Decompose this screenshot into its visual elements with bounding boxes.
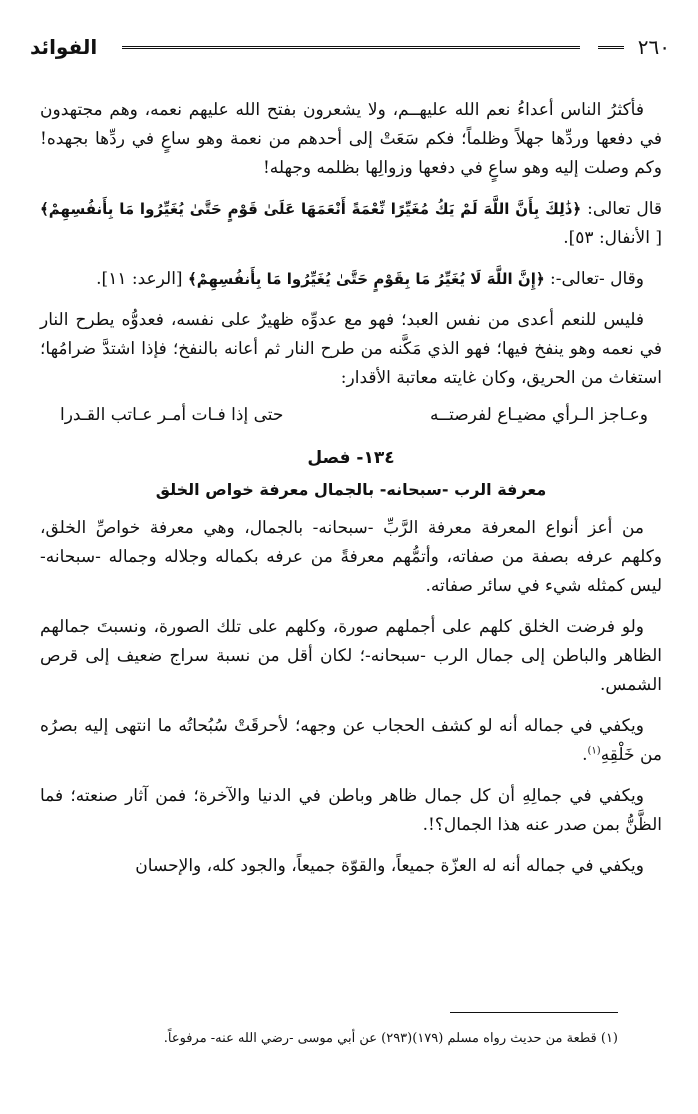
paragraph-end: . <box>582 745 588 765</box>
paragraph: ويكفي في جمالِهِ أن كل جمال ظاهر وباطن في الدنيا والآخرة؛ فمن آثار صنعته؛ فما الظَّنُّ بمن صدر عنه هذا الجمال؟!. <box>40 786 662 835</box>
running-header <box>30 34 670 64</box>
section-heading: ١٣٤- فصل <box>307 448 395 468</box>
quran-quote-anfal <box>40 195 662 253</box>
quran-quote-rad <box>40 265 662 294</box>
footnote-separator <box>450 1012 618 1013</box>
poetry-verse <box>40 401 662 430</box>
paragraph-with-footnote <box>40 712 662 770</box>
second-hemistich: حتى إذا فـات أمـر عـاتب القـدرا <box>60 405 284 425</box>
verse-reference: [الرعد: ١١]. <box>96 269 188 289</box>
paragraph: فليس للنعم أعدى من نفس العبد؛ فهو مع عدوِّه ظهيرٌ على نفسه، فعدوُّه يطرح النار في نعمه وهو ينفخ فيها؛ فهو الذي مَكَّنه من طرح النار ثم أعانه بالنفخ؛ فإذا اشتدَّ ضرامُها؛ استغاث من الحريق، وكان غايته معاتبة الأقدار: <box>40 310 662 388</box>
paragraph: فأكثرُ الناس أعداءُ نعم الله عليهــم، ولا يشعرون بفتح الله عليهم نعمه، وهم مجتهدون في دفعها وردِّها جهلاً وظلماً؛ فكم سَعَتْ إلى أحدهم من نعمة وهو ساعٍ في ردِّها بجهده! وكم وصلت إليه وهو ساعٍ في دفعها وزوالِها بظلمه وجهله! <box>40 100 662 178</box>
page-body <box>40 96 662 893</box>
header-rule <box>122 46 580 52</box>
verse-reference: [ الأنفال: ٥٣]. <box>563 228 662 248</box>
section-subheading: معرفة الرب -سبحانه- بالجمال معرفة خواص الخلق <box>155 480 547 499</box>
footnote: (١) قطعة من حديث رواه مسلم (١٧٩)(٢٩٣) عن أبي موسى -رضي الله عنه- مرفوعاً. <box>163 1031 618 1046</box>
quote-prefix: وقال -تعالى-: <box>544 269 644 289</box>
quran-verse: ﴿إِنَّ اللَّهَ لَا يُغَيِّرُ مَا بِقَوْمٍ حَتَّىٰ يُغَيِّرُوا مَا بِأَنفُسِهِمْ﴾ <box>187 270 545 288</box>
paragraph: من أعز أنواع المعرفة معرفة الرَّبِّ -سبحانه- بالجمال، وهي معرفة خواصِّ الخلق، وكلهم عرفه بصفة من صفاته، وأتمُّهم معرفةً من عرفه بكماله وجلاله وجماله -سبحانه- ليس كمثله شيء في سائر صفاته. <box>40 518 662 596</box>
first-hemistich: وعـاجز الـرأي مضيـاع لفرصتــه <box>430 405 648 425</box>
quran-verse: ﴿ذَٰلِكَ بِأَنَّ اللَّهَ لَمْ يَكُ مُغَيِّرًا نِّعْمَةً أَنْعَمَهَا عَلَىٰ قَوْمٍ حَتَّىٰ يُغَيِّرُوا مَا بِأَنفُسِهِمْ﴾ <box>40 200 582 218</box>
page-number: ٢٦٠ <box>637 35 670 59</box>
paragraph: ويكفي في جماله أنه له العزّة جميعاً، والقوّة جميعاً، والجود كله، والإحسان <box>135 856 644 876</box>
header-dash <box>598 46 624 49</box>
book-title: الفوائد <box>30 35 98 59</box>
paragraph: ولو فرضت الخلق كلهم على أجملهم صورة، وكلهم على تلك الصورة، ونسبتَ جمالهم الظاهر والباطن إلى جمال الرب -سبحانه-؛ لكان أقل من نسبة سراج ضعيف إلى قرص الشمس. <box>40 617 662 695</box>
paragraph-text: ويكفي في جماله أنه لو كشف الحجاب عن وجهه؛ لأحرقَتْ سُبُحاتُه ما انتهى إليه بصرُه من خَلْقِهِ <box>40 716 662 765</box>
footnote-marker[interactable]: (١) <box>587 745 601 757</box>
quote-prefix: قال تعالى: <box>581 199 663 219</box>
